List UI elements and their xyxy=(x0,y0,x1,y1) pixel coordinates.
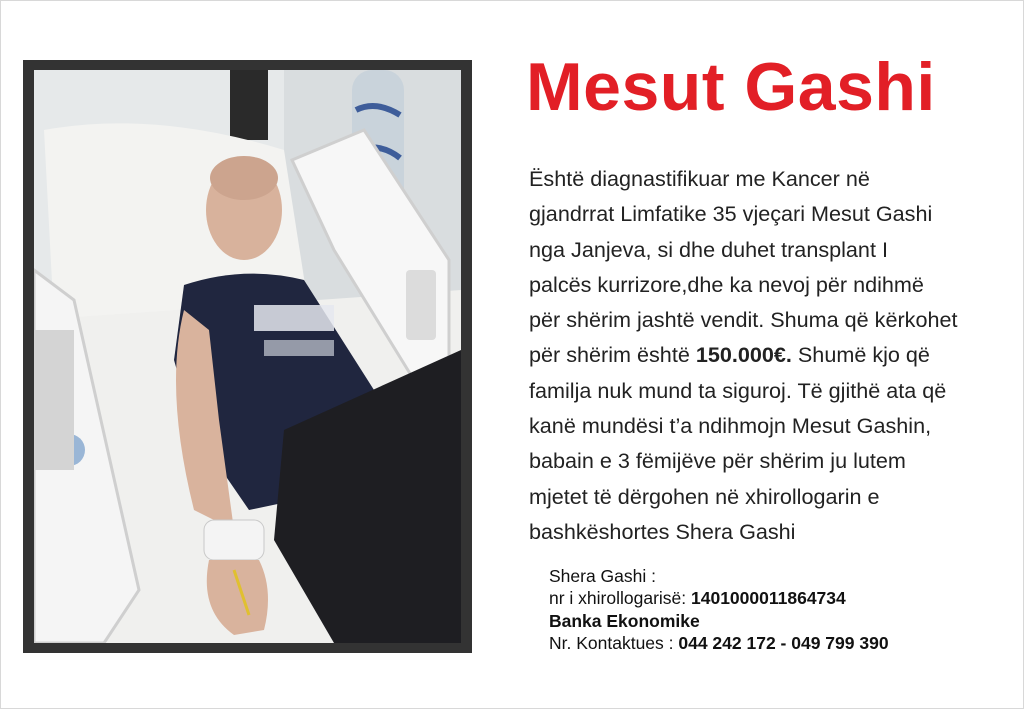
account-label: nr i xhirollogarisë: xyxy=(549,588,691,609)
donation-info xyxy=(549,565,979,654)
amount-suffix: Shumë kjo që xyxy=(791,342,930,368)
message-line: palcës kurrizore,dhe ka nevoj për ndihmë xyxy=(529,271,924,297)
bank-name xyxy=(549,610,979,632)
message-line: për shërim jashtë vendit. Shuma që kërkohet xyxy=(529,307,958,333)
recipient-name: Shera Gashi : xyxy=(549,566,656,586)
message-line: nga Janjeva, si dhe duhet transplant I xyxy=(529,236,888,262)
message-line: bashkëshortes Shera Gashi xyxy=(529,518,796,544)
message-line: babain e 3 fëmijëve për shërim ju lutem xyxy=(529,448,906,474)
message-line-amount xyxy=(529,337,1009,372)
message-line: familja nuk mund ta siguroj. Të gjithë ata që xyxy=(529,377,947,403)
contact-numbers: 044 242 172 - 049 799 390 xyxy=(678,632,889,653)
patient-photo xyxy=(34,70,461,643)
contact-label: Nr. Kontaktues : xyxy=(549,632,679,653)
account-row xyxy=(549,587,979,609)
amount-prefix: për shërim është xyxy=(529,342,696,368)
contact-row xyxy=(549,632,979,654)
account-number: 1401000011864734 xyxy=(691,588,846,609)
message-line: Është diagnastifikuar me Kancer në xyxy=(529,166,870,191)
message-line: kanë mundësi t’a ndihmojn Mesut Gashin, xyxy=(529,413,932,439)
appeal-message xyxy=(529,161,1009,549)
page-title: Mesut Gashi xyxy=(526,49,936,125)
message-line: gjandrrat Limfatike 35 vjeçari Mesut Gashi xyxy=(529,201,933,227)
message-line: mjetet të dërgohen në xhirollogarin e xyxy=(529,483,880,509)
bank-name-text: Banka Ekonomike xyxy=(549,610,700,631)
amount-value: 150.000€. xyxy=(695,342,792,368)
photo-frame xyxy=(23,60,472,653)
hospital-bed-illustration xyxy=(34,70,461,643)
